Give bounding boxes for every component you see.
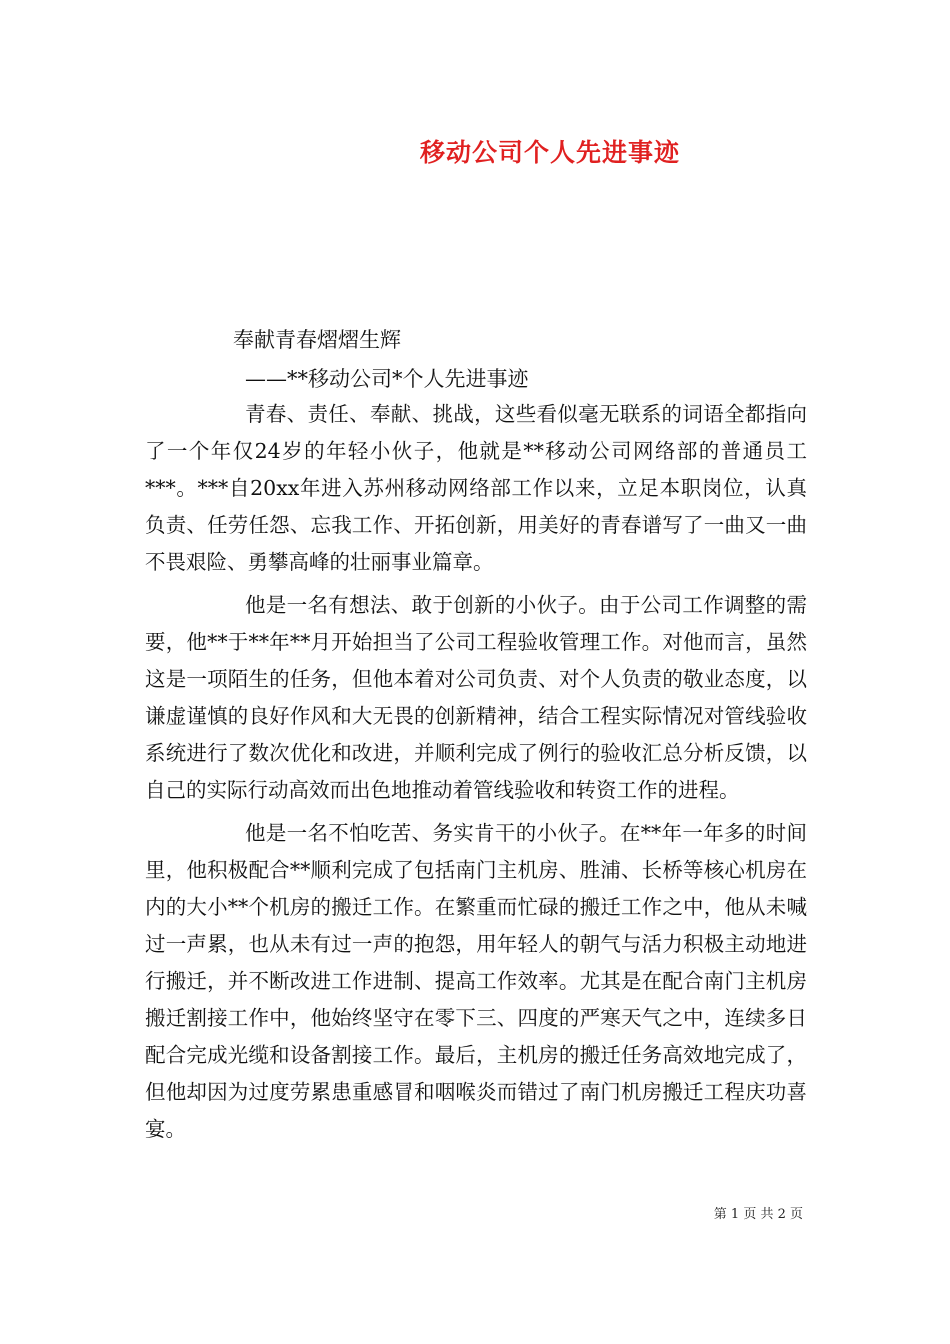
- paragraph-3: 他是一名不怕吃苦、务实肯干的小伙子。在**年一年多的时间里，他积极配合**顺利完成了包括南门主机房、胜浦、长桥等核心机房在内的大小**个机房的搬迁工作。在繁重而忙碌的搬迁工作之中，他从未喊过一声累，也从未有过一声的抱怨，用年轻人的朝气与活力积极主动地进行搬迁，并不断改进工作进制、提高工作效率。尤其是在配合南门主机房搬迁割接工作中，他始终坚守在零下三、四度的严寒天气之中，连续多日配合完成光缆和设备割接工作。最后，主机房的搬迁任务高效地完成了，但他却因为过度劳累患重感冒和咽喉炎而错过了南门机房搬迁工程庆功喜宴。: [145, 821, 807, 1141]
- paragraph-1: 青春、责任、奉献、挑战，这些看似毫无联系的词语全都指向了一个年仅24岁的年轻小伙子，他就是**移动公司网络部的普通员工***。***自20xx年进入苏州移动网络部工作以来，立足本职岗位，认真负责、任劳任怨、忘我工作、开拓创新，用美好的青春谱写了一曲又一曲不畏艰险、勇攀高峰的壮丽事业篇章。: [145, 402, 807, 574]
- page-title: 移动公司个人先进事迹: [419, 138, 680, 167]
- paragraph-2: 他是一名有想法、敢于创新的小伙子。由于公司工作调整的需要，他**于**年**月开始担当了公司工程验收管理工作。对他而言，虽然这是一项陌生的任务，但他本着对公司负责、对个人负责的敬业态度，以谦虚谨慎的良好作风和大无畏的创新精神，结合工程实际情况对管线验收系统进行了数次优化和改进，并顺利完成了例行的验收汇总分析反馈，以自己的实际行动高效而出色地推动着管线验收和转资工作的进程。: [145, 593, 807, 802]
- page-number-footer: 第 1 页 共 2 页: [713, 1207, 803, 1222]
- body-text: [145, 396, 807, 1154]
- byline: ——**移动公司*个人先进事迹: [245, 367, 529, 391]
- subtitle: 奉献青春熠熠生辉: [233, 328, 401, 352]
